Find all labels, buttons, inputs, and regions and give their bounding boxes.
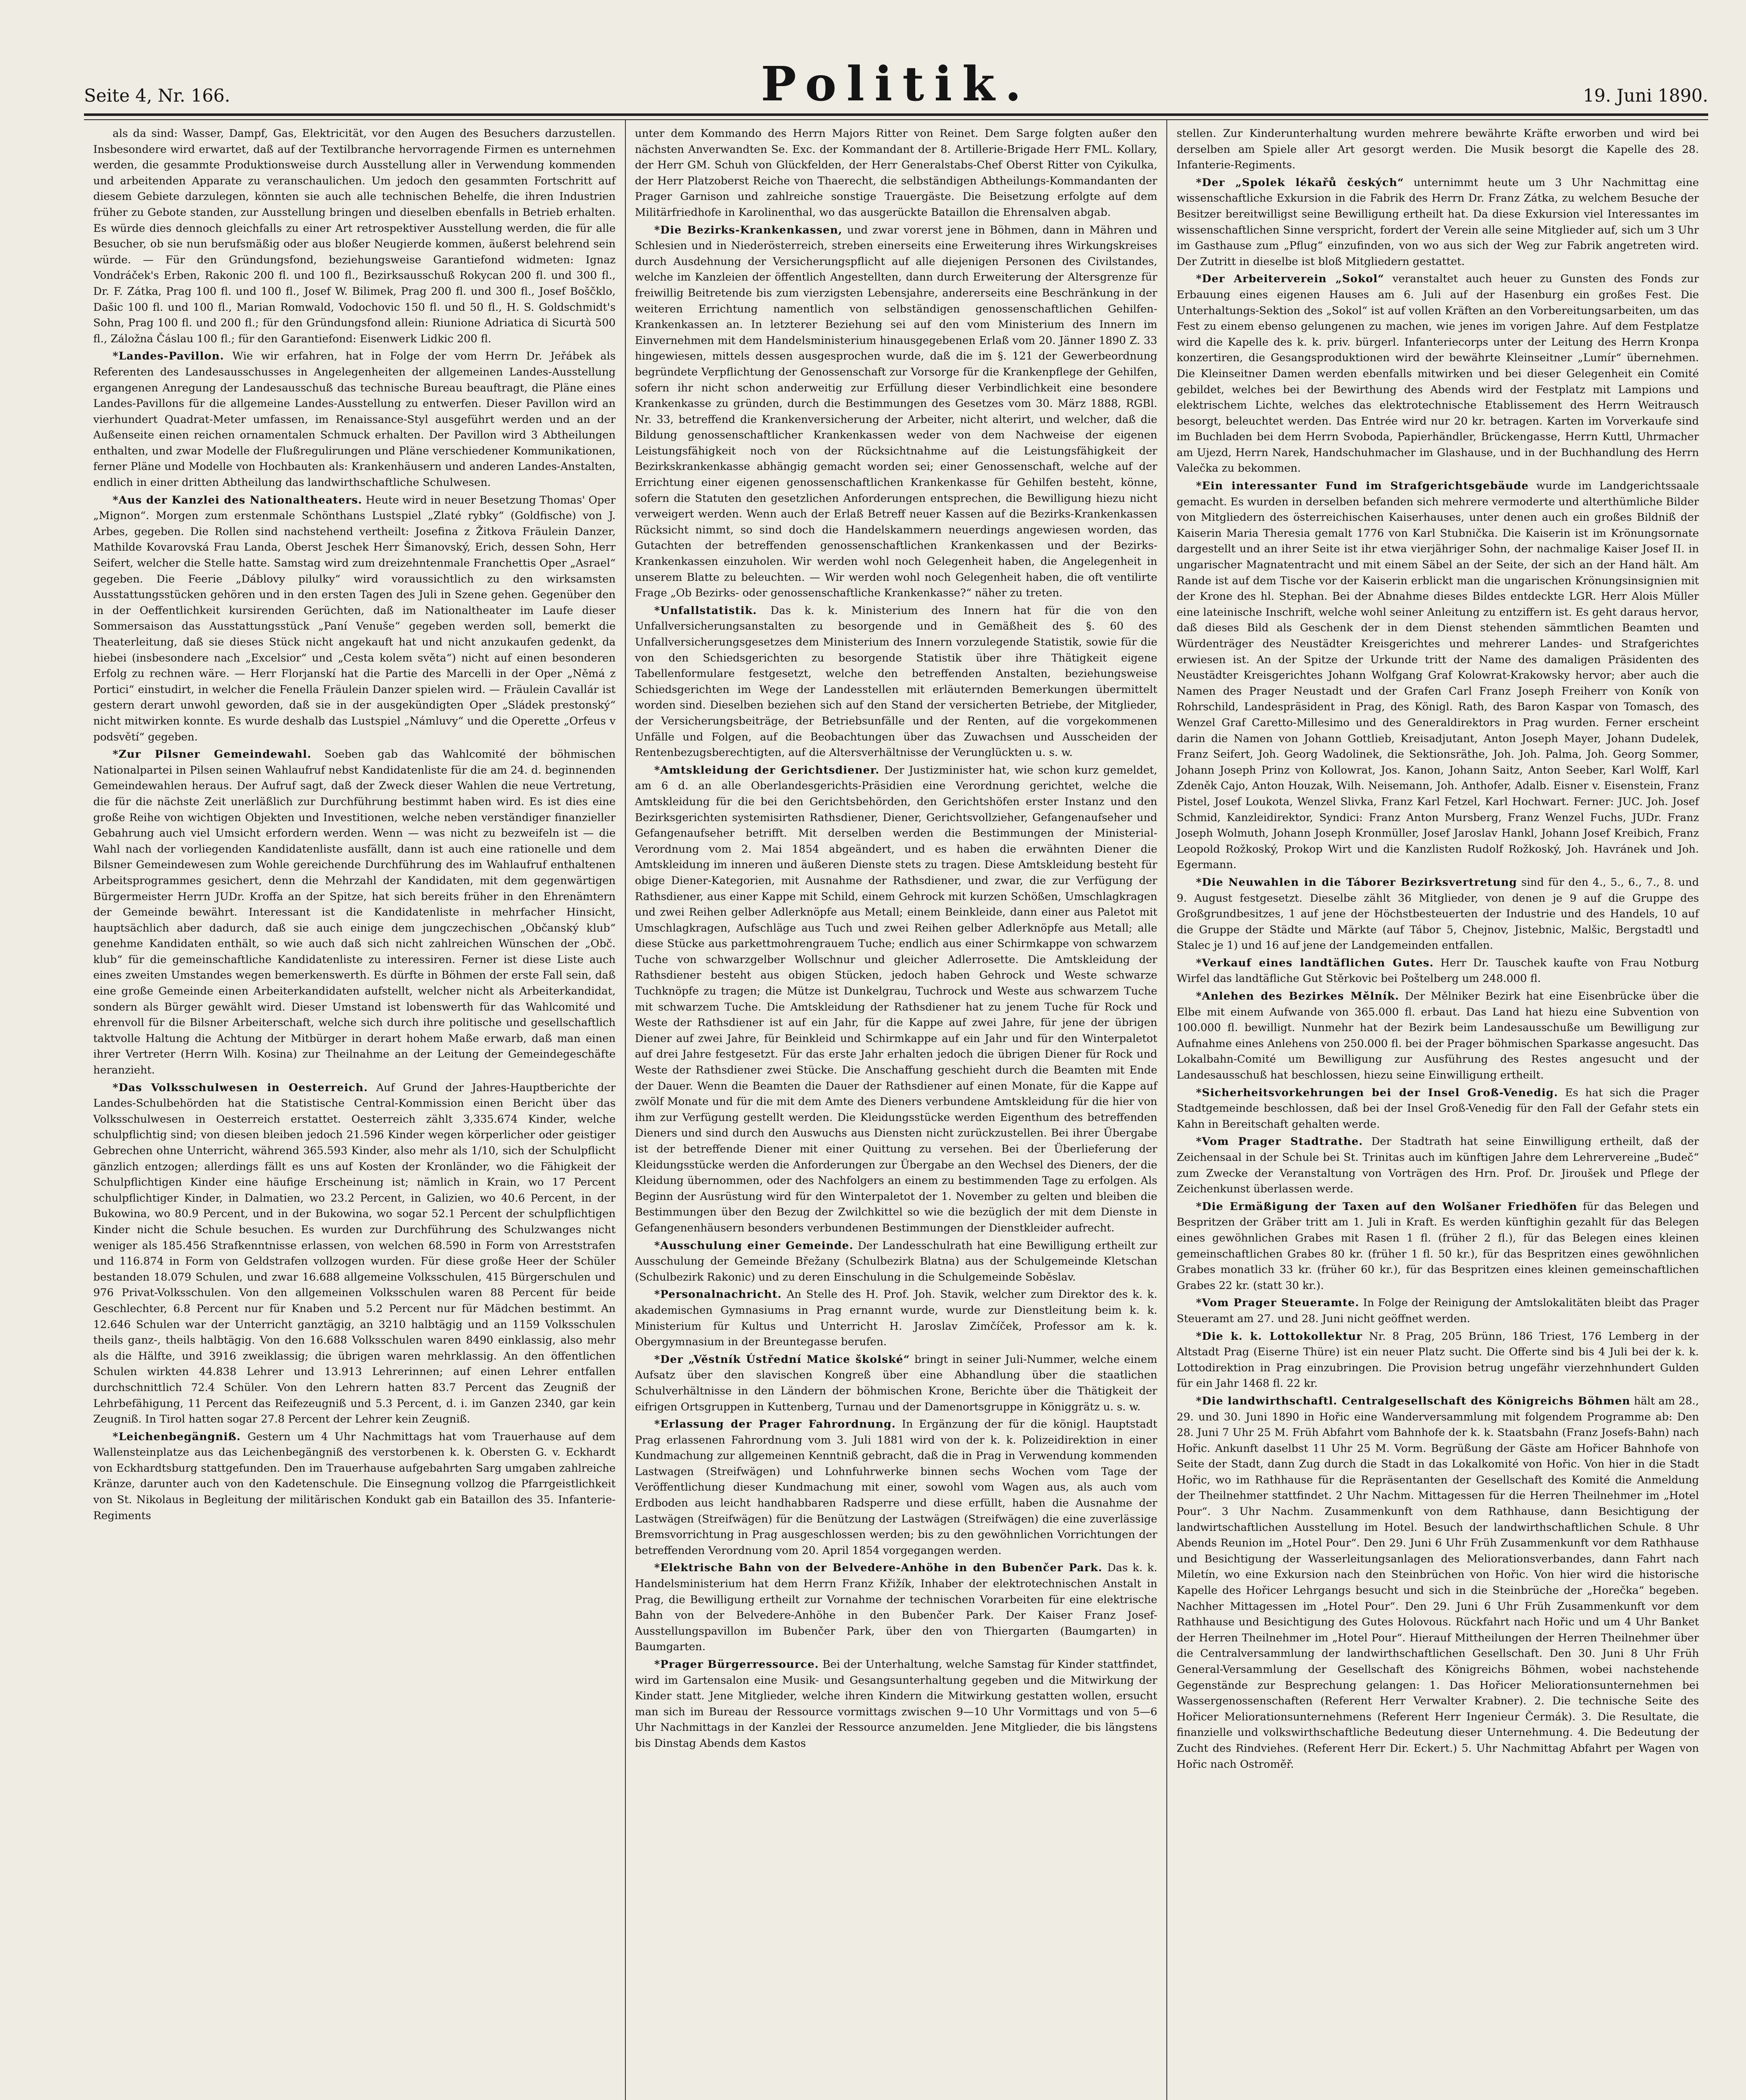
article (1176, 175, 1699, 270)
article-text: Das k. k. Ministerium des Innern hat für die von den Unfallversicherungsanstalten zu besorgende und in Gemäßheit des §. 60 des Unfallversicherungsgesetzes dem Ministerium des Innern vorzulegende Statistik, sowie für die von den Schiedsgerichten zu besorgende Statistik über ihre Thätigkeit eigene Tabellenformulare festgesetzt, welche den betreffenden Anstalten, beziehungsweise Schiedsgerichten im Wege der Landesstellen mit erläuternden Bemerkungen übermittelt worden sind. Dieselben beziehen sich auf den Stand der versicherten Betriebe, der Mitglieder, der Versicherungsbeiträge, der Betriebsunfälle und der Renten, auf die vorgekommenen Unfälle und Folgen, auf die Beobachtungen über das Zuwachsen und Ausscheiden der Rentenbezugsberechtigten, auf die Altersverhältnisse der Verunglückten u. s. w. (635, 604, 1158, 759)
article (93, 493, 616, 746)
article-text: als da sind: Wasser, Dampf, Gas, Elektricität, vor den Augen des Besuchers darzustellen. Insbesondere wird erwartet, daß auf der Textilbranche hervorragende Firmen es unternehmen werden, die gesammte Produktionsweise durch Ausstellung aller in Verwendung kommenden und arbeitenden Apparate zu veranschaulichen. Um jedoch den gesammten Fortschritt auf diesem Gebiete darzulegen, könnten sie auch alle technischen Behelfe, die ihren Industrien früher zu Gebote standen, zur Ausstellung bringen und dieselben ebenfalls in Betrieb erhalten. Es würde dies dennoch gleichfalls zu einer Art retrospektiver Ausstellung werden, die für alle Besucher, ob sie nun berufsmäßig oder aus bloßer Neugierde kommen, äußerst belehrend sein würde. — Für den Gründungsfond, beziehungsweise Garantiefond widmeten: Ignaz Vondráček's Erben, Rakonic 200 fl. und 100 fl., Bezirksausschuß Rokycan 200 fl. und 300 fl., Dr. F. Zátka, Prag 100 fl. und 100 fl., Josef W. Bilimek, Prag 200 fl. und 300 fl., Josef Boščklo, Dašic 100 fl. und 100 fl., Marian Romwald, Vodochovic 150 fl. und 50 fl., H. S. Goldschmidt's Sohn, Prag 100 fl. und 200 fl.; für den Gründungsfond allein: Riunione Adriatica di Sicurtà 500 fl., Záložna Čáslau 100 fl.; für den Garantiefond: Eisenwerk Lidkic 200 fl. (93, 127, 616, 345)
article (1176, 271, 1699, 477)
article-text: In Ergänzung der für die königl. Hauptstadt Prag erlassenen Fahrordnung vom 3. Juli 1881 wird von der k. k. Polizeidirektion in einer Kundmachung zur allgemeinen Kenntniß gebracht, daß die in Prag in Verwendung kommenden Lastwagen (Streifwägen) und Lohnfuhrwerke binnen sechs Wochen vom Tage der Veröffentlichung dieser Kundmachung mit einer, sowohl vom Wagen aus, als auch vom Erdboden aus leicht handhabbaren Radsperre und diese erfüllt, haben die Ausnahme der Lastwägen (Streifwägen) für die Benützung der Lastwägen (Streifwägen) die eine zuverlässige Bremsvorrichtung in Prag ausgeschlossen werden; bis zu den gewöhnlichen Vorrichtungen der betreffenden Verordnung vom 20. April 1854 vorgegangen werden. (635, 1418, 1158, 1557)
article (635, 1238, 1158, 1286)
article-text: Wie wir erfahren, hat in Folge der vom Herrn Dr. Jeřábek als Referenten des Landesausschusses in Angelegenheiten der allgemeinen Landes-Ausstellung ergangenen Anregung der Landesausschuß das technische Bureau beauftragt, die Pläne eines Landes-Pavillons für die allgemeine Landes-Ausstellung zu entwerfen. Dieser Pavillon wird an vierhundert Quadrat-Meter umfassen, im Renaissance-Styl ausgeführt werden und an der Außenseite einen reichen ornamentalen Schmuck erhalten. Der Pavillon wird 3 Abtheilungen enthalten, und zwar Modelle der Flußregulirungen und Pläne verschiedener Kommunikationen, ferner Pläne und Modelle von Hochbauten als: Krankenhäusern und anderen Landes-Anstalten, endlich in einer dritten Abtheilung das landwirthschaftliche Schulwesen. (93, 350, 616, 489)
page-number: Seite 4, Nr. 166. (84, 85, 230, 106)
column-3 (1166, 120, 1708, 2100)
article (635, 1352, 1158, 1415)
article-heading: *Prager Bürgerressource. (654, 1658, 819, 1671)
article-heading: *Erlassung der Prager Fahrordnung. (654, 1418, 896, 1431)
article-heading: *Vom Prager Stadtrathe. (1196, 1135, 1363, 1148)
article-text: Es hat sich die Prager Stadtgemeinde beschlossen, daß bei der Insel Groß-Venedig für den Fall der Gefahr stets ein Kahn in Bereitschaft gehalten werde. (1176, 1086, 1699, 1131)
article (93, 747, 616, 1078)
article (1176, 1199, 1699, 1294)
article (93, 349, 616, 491)
article (1176, 126, 1699, 173)
article (635, 1287, 1158, 1350)
article-text: An Stelle des H. Prof. Joh. Stavik, welcher zum Direktor des k. k. akademischen Gymnasiums in Prag ernannt wurde, wurde zur Dienstleitung beim k. k. Ministerium für Kultus und Unterricht H. Jaroslav Zimčíček, Professor am k. k. Obergymnasium in der Breuntegasse berufen. (635, 1288, 1158, 1349)
article (1176, 956, 1699, 987)
article-heading: *Aus der Kanzlei des Nationaltheaters. (113, 494, 362, 507)
article (635, 1560, 1158, 1655)
article-heading: *Die Bezirks-Krankenkassen, (654, 223, 843, 236)
article-text: wurde im Landgerichtssaale gemacht. Es wurden in derselben befanden sich mehrere vermoderte und alterthümliche Bilder von Mitgliedern des österreichischen Kaiserhauses, unter denen auch ein großes Bildniß der Kaiserin Maria Theresia gemalt 1776 von Karl Stubnička. Die Kaiserin ist im Krönungsornate dargestellt und an ihrer Seite ist ihr etwa vierjähriger Sohn, der nachmalige Kaiser Josef II. in ungarischer Magnatentracht und mit einem Säbel an der Seite, der sich an der Hand hält. Am Rande ist auf dem Tische vor der Kaiserin erblickt man die ungarischen Krönungsinsignien mit der Krone des hl. Stephan. Bei der Abnahme dieses Bildes entdeckte LGR. Herr Alois Müller eine lateinische Inschrift, welche wohl seiner Anleitung zu entziffern ist. Es geht daraus hervor, daß dieses Bild als Geschenk der in dem Dienst stehenden sämmtlichen Beamten und Würdenträger des Neustädter Kreisgerichtes und mehrerer Landes- und Strafgerichtes erwiesen ist. An der Spitze der Urkunde tritt der Name des damaligen Präsidenten des Neustädter Kreisgerichtes Johann Wolfgang Graf Kolowrat-Krakowsky hervor; aber auch die Namen des Prager Neustadt und der Grafen Carl Franz Joseph Freiherr von Koník von Rohrschild, Landespräsident in Prag, des Königl. Rath, des Baron Kaspar von Tomasch, des Wenzel Graf Caretto-Millesimo und des Generaldirektors in Prag wurden. Ferner erscheint darin die Namen von Johann Gottlieb, Kreisadjutant, Anton Joseph Mayer, Johann Dudelek, Franz Seifert, Joh. Georg Wadolinek, die Sektionsräthe, Joh. Joh. Palma, Joh. Georg Sommer, Johann Joseph Prinz von Kollowrat, Jos. Kanon, Johann Saitz, Anton Seeber, Karl Wolff, Karl Zdeněk Cajo, Anton Houzak, Wilh. Neisemann, Joh. Anthofer, Adalb. Eisner v. Eisenstein, Franz Pistel, Josef Loukota, Wenzel Slivka, Franz Karl Fetzel, Karl Hochwart. Ferner: JUC. Joh. Josef Schmid, Kanzleidirektor, Syndici: Franz Anton Mursberg, Franz Wenzel Fuchs, JUDr. Franz Joseph Wolmuth, Johann Joseph Kronmüller, Josef Jaroslav Hankl, Johann Josef Kreibich, Franz Leopold Rožkoský, Prokop Wirt und die Kanzlisten Rudolf Rožkoský, Joh. Havránek und Joh. Egermann. (1176, 480, 1699, 872)
article-text: bringt in seiner Juli-Nummer, welche einem Aufsatz über den slavischen Kongreß über eine Abhandlung über die staatlichen Schulverhältnisse in den Ländern der böhmischen Krone, Berichte über die Thätigkeit der eifrigen Ortsgruppen in Kuttenberg, Turnau und der Damenortsgruppe in Königgrätz u. s. w. (635, 1353, 1158, 1413)
article (1176, 1329, 1699, 1392)
article-heading: *Die Neuwahlen in die Táborer Bezirksvertretung (1196, 876, 1517, 889)
article-text: Das k. k. Handelsministerium hat dem Herrn Franz Křižík, Inhaber der elektrotechnischen Anstalt in Prag, die Bewilligung ertheilt zur Vornahme der technischen Vorarbeiten für eine elektrische Bahn von der Belvedere-Anhöhe in den Bubenčer Park. Der Kaiser Franz Josef-Ausstellungspavillon im Bubenčer Park, über den von Thiergarten (Baumgarten) in Baumgarten. (635, 1562, 1158, 1654)
article-heading: *Das Volksschulwesen in Oesterreich. (113, 1081, 368, 1094)
article-heading: *Der Arbeiterverein „Sokol“ (1196, 273, 1384, 286)
article-text: und zwar vorerst jene in Böhmen, dann in Mähren und Schlesien und in Niederösterreich, streben einerseits eine Erweiterung ihres Wirkungskreises durch Ausdehnung der Versicherungspflicht auf alle diejenigen Personen des Civilstandes, welche im Kanzleien der öffentlich Angestellten, dann durch Erweiterung der Altersgrenze für freiwillig Beitretende bis zum vierzigsten Lebensjahre, andererseits eine Beschränkung in der weiteren Errichtung namentlich von selbständigen genossenschaftlichen Gehilfen-Krankenkassen an. In letzterer Beziehung sei auf den vom Ministerium des Innern im Einvernehmen mit dem Handelsministerium hinausgegebenen Erlaß vom 20. Jänner 1890 Z. 33 hingewiesen, mittels dessen ausgesprochen wurde, daß die im §. 121 der Gewerbeordnung begründete Verpflichtung der Genossenschaft zur Vorsorge für die Krankenpflege der Gehilfen, sofern ihr nicht schon anderweitig zur Erfüllung dieser Verbindlichkeit eine besondere Krankenkasse zu gründen, durch die Bestimmungen des Gesetzes vom 30. März 1888, RGBl. Nr. 33, betreffend die Krankenversicherung der Arbeiter, nicht alterirt, und welcher, daß die Bildung genossenschaftlicher Krankenkassen weder von dem Nachweise der eigenen Leistungsfähigkeit noch von der Rücksichtnahme auf die Leistungsfähigkeit der Bezirkskrankenkasse abhängig gemacht worden sei; einer Genossenschaft, welche auf der Errichtung einer eigenen genossenschaftlichen Krankenkasse für Gehilfen besteht, könne, sofern die Statuten den gesetzlichen Anforderungen entsprechen, die Bewilligung hiezu nicht verweigert werden. Wenn auch der Erlaß Betreff neuer Kassen auf die Bezirks-Krankenkassen Rücksicht nimmt, so sind doch die Handelskammern neuerdings angewiesen worden, das Gutachten der betreffenden genossenschaftlichen Krankenkassen und der Bezirks-Krankenkassen einzuholen. Wir werden wohl noch Gelegenheit haben, die Angelegenheit in unserem Blatte zu beleuchten. — Wir werden wohl noch Gelegenheit haben, die oft ventilirte Frage „Ob Bezirks- oder genossenschaftliche Krankenkasse?“ näher zu treten. (635, 223, 1158, 600)
section-title: Politik. (761, 57, 1032, 112)
article (1176, 875, 1699, 954)
article-text: In Folge der Reinigung der Amtslokalitäten bleibt das Prager Steueramt am 27. und 28. Juni nicht geöffnet werden. (1176, 1297, 1699, 1325)
article (1176, 1394, 1699, 1772)
article-text: Der Landesschulrath hat eine Bewilligung ertheilt zur Ausschulung der Gemeinde Břežany (Schulbezirk Blatna) aus der Schulgemeinde Kletschan (Schulbezirk Rakonic) und zu deren Einschulung in die Schulgemeinde Soběslav. (635, 1239, 1158, 1284)
article (93, 1429, 616, 1524)
article (93, 126, 616, 347)
article-text: unternimmt heute um 3 Uhr Nachmittag eine wissenschaftliche Exkursion in die Fabrik des Herrn Dr. Franz Zátka, zu welchem Besuche der Besitzer bereitwilligst seine Bewilligung ertheilt hat. Da diese Exkursion viel Interessantes im wissenschaftlichen Sinne verspricht, fordert der Verein alle seine Mitglieder auf, sich um 3 Uhr im Gasthause zum „Pflug“ einzufinden, von wo aus sich der Weg zur Fabrik angetreten wird. Der Zutritt in dieselbe ist bloß Mitgliedern gestattet. (1176, 176, 1699, 268)
article-text: Herr Dr. Tauschek kaufte von Frau Notburg Wirfel das landtäfliche Gut Stěrkovic bei Poštelberg um 248.000 fl. (1176, 956, 1699, 985)
article-heading: *Die Ermäßigung der Taxen auf den Wolšaner Friedhöfen (1196, 1200, 1578, 1213)
article-heading: *Sicherheitsvorkehrungen bei der Insel Groß-Venedig. (1196, 1086, 1558, 1099)
article (635, 223, 1158, 601)
article (93, 1080, 616, 1428)
article-text: stellen. Zur Kinderunterhaltung wurden mehrere bewährte Kräfte erworben und wird bei derselben am Spiele aller Art gesorgt werden. Die Musik besorgt die Kapelle des 28. Infanterie-Regiments. (1176, 127, 1699, 172)
article-heading: *Unfallstatistik. (654, 604, 757, 617)
article (1176, 478, 1699, 873)
column-2 (625, 120, 1167, 2100)
article (1176, 1295, 1699, 1327)
article (1176, 989, 1699, 1084)
page-header (84, 46, 1708, 116)
article-text: Nr. 8 Prag, 205 Brünn, 186 Triest, 176 Lemberg in der Altstadt Prag (Eiserne Thüre) ist ein neuer Platz sucht. Die Offerte sind bis 4 Juli bei der k. k. Lottodirektion in Prag einzubringen. Die Provision betrug ungefähr vierzehnhundert Gulden für ein Jahr 1468 fl. 22 kr. (1176, 1330, 1699, 1390)
article-heading: *Amtskleidung der Gerichtsdiener. (654, 764, 880, 777)
article-heading: *Der „Věstník Ústřední Matice školské“ (654, 1353, 910, 1366)
article-text: Der Justizminister hat, wie schon kurz gemeldet, am 6 d. an alle Oberlandesgerichts-Präsidien eine Verordnung gerichtet, welche die Amtskleidung für die bei den Gerichtsbehörden, den Gerichtshöfen erster Instanz und den Bezirksgerichten systemisirten Rathsdiener, Diener, Gerichtsvollzieher, Gefangenaufseher und Gefangenaufseher betrifft. Mit derselben werden die Bestimmungen der Ministerial-Verordnung vom 2. Mai 1854 abgeändert, und es haben die erwähnten Diener die Amtskleidung im inneren und äußeren Dienste stets zu tragen. Diese Amtskleidung besteht für obige Diener-Kategorien, mit Ausnahme der Rathsdiener, und zwar, die zur Verfügung der Rathsdiener, aus einer Kappe mit Schild, einem Gehrock mit kurzen Schößen, Umschlagkragen und zwei Reihen gelber Adlerknöpfe aus Metall; einem Beinkleide, dann einer aus Paletot mit Umschlagkragen, Aufschläge aus Tuch und zwei Reihen gelber Adlerknöpfe aus Metall; alle diese Stücke aus parkettmohrengrauem Tuche; endlich aus einer Schirmkappe von schwarzem Tuche von schwarzgelber Wollschnur und gleicher Adlerrosette. Die Amtskleidung der Rathsdiener besteht aus obigen Stücken, jedoch haben Gehrock und Weste schwarze Tuchknöpfe zu tragen; die Mütze ist Dunkelgrau, Tuchrock und Weste aus schwarzem Tuche mit schwarzem Tuche. Die Amtskleidung der Rathsdiener hat zu jenem Tuche für Rock und Weste der Rathsdiener ist auf ein Jahr, für die Kappe auf zwei Jahre, für jene der übrigen Diener auf zwei Jahre, für Beinkleid und Schirmkappe auf ein Jahr und für den Winterpaletot auf drei Jahre festgesetzt. Für das erste Jahr erhalten jedoch die übrigen Diener für Rock und Weste der Rathsdiener zwei Stücke. Die Anschaffung geschieht durch die Beamten mit Ende der Dauer. Wenn die Beamten die Dauer der Rathsdiener auf einen Monate, für die Kappe auf zwölf Monate und für die mit dem Amte des Dieners verbundene Amtskleidung für die hier von ihm zur Verfügung gestellt werden. Die Kleidungsstücke werden Eigenthum des betreffenden Dieners und sind durch den Auswuchs aus Diensten nicht zurückzustellen. Bei ihrer Übergabe ist der betreffende Diener mit einer Quittung zu versehen. Bei der Überlieferung der Kleidungsstücke werden die Anforderungen zur Übergabe an den Wechsel des Dieners, der die Kleidung übernommen, oder des Nachfolgers an einem zu bestimmenden Tage zu erfolgen. Als Beginn der Ausrüstung wird für den Winterpaletot der 1. November zu gelten und bleiben die Bestimmungen über den Bezug der Zwilchkittel so wie die bezüglich der mit dem Dienste in Gefangenenhäusern besonders verbundenen Bestimmungen der Dienstkleider aufrecht. (635, 764, 1158, 1234)
article (635, 603, 1158, 761)
article (635, 1657, 1158, 1752)
article (1176, 1134, 1699, 1197)
article-text: unter dem Kommando des Herrn Majors Ritter von Reinet. Dem Sarge folgten außer den nächsten Anverwandten Se. Exc. der Kommandant der 8. Artillerie-Brigade Herr FML. Kollary, der Herr GM. Schuh von Glückfelden, der Herr Generalstabs-Chef Oberst Ritter von Cyikulka, der Herr Platzoberst Reiche von Thaerecht, die selbständigen Abtheilungs-Kommandanten der Prager Garnison und zahlreiche sonstige Trauergäste. Die Beisetzung erfolgte auf dem Militärfriedhofe in Karolinenthal, wo das ausgerückte Bataillon die Ehrensalven abgab. (635, 127, 1158, 219)
article-text: Bei der Unterhaltung, welche Samstag für Kinder stattfindet, wird im Gartensalon eine Musik- und Gesangsunterhaltung gegeben und die Mitwirkung der Kinder statt. Jene Mitglieder, welche ihren Kindern die Mitwirkung gestatten wollen, ersucht man sich im Bureau der Ressource vormittags zwischen 9—10 Uhr Vormittags und von 5—6 Uhr Nachmittags in der Kanzlei der Ressource anzumelden. Jene Mitglieder, die bis längstens bis Dinstag Abends dem Kastos (635, 1658, 1158, 1750)
article-text: veranstaltet auch heuer zu Gunsten des Fonds zur Erbauung eines eigenen Hauses am 6. Juli auf der Hasenburg ein großes Fest. Die Unterhaltungs-Sektion des „Sokol“ ist auf vollen Kräften an den Vorbereitungsarbeiten, um das Fest zu einem ebenso gelungenen zu machen, wie jenes im vorigen Jahre. Auf dem Festplatze wird die Kapelle des k. k. priv. bürgerl. Infanteriecorps unter der Leitung des Herrn Kronpa konzertiren, die Gesangsproduktionen wird der bewährte Kleinseitner „Lumír“ übernehmen. Die Kleinseitner Damen werden ebenfalls mitwirken und bei dieser Gelegenheit ein Comité gebildet, welches bei der Bewirthung des Abends wird der Festplatz mit Lampions und elektrischem Lichte, welches das elektrotechnische Etablissement des Herrn Weitrausch besorgt, beleuchtet werden. Das Entrée wird nur 20 kr. betragen. Karten im Vorverkaufe sind im Buchladen bei dem Herrn Svoboda, Papierhändler, Brückengasse, Herrn Kuttl, Uhrmacher am Ujezd, Herrn Narek, Handschuhmacher im Glashause, und in der Buchhandlung des Herrn Valečka zu bekommen. (1176, 273, 1699, 475)
issue-date: 19. Juni 1890. (1583, 85, 1708, 106)
article-text: Heute wird in neuer Besetzung Thomas' Oper „Mignon“. Morgen zum erstenmale Schönthans Lustspiel „Zlaté rybky“ (Goldfische) von J. Arbes, gegeben. Die Rollen sind nachstehend vertheilt: Josefina z Žitkova Fräulein Danzer, Mathilde Kovarovská Frau Landa, Oberst Jeschek Herr Šimanovský, Erich, dessen Sohn, Herr Seifert, welcher die Stelle hatte. Samstag wird zum dreizehntenmale Franchettis Oper „Asrael“ gegeben. Die Feerie „Dáblovy pilulky“ wird voraussichtlich zu den wirksamsten Ausstattungsstücken gehören und in den ersten Tagen des Juli in Szene gehen. Gegenüber den in der Oeffentlichkeit kursirenden Gerüchten, daß im Nationaltheater im Laufe dieser Sommersaison das Ausstattungsstück „Paní Venuše“ gegeben werden soll, bemerkt die Theaterleitung, daß sie dieses Stück nicht angekauft hat und nicht anzukaufen gedenkt, da hiebei (insbesondere nach „Excelsior“ und „Cesta kolem světa“) nicht auf einen besonderen Erfolg zu rechnen wäre. — Herr Florjanskí hat die Partie des Marcelli in der Oper „Němá z Portici“ einstudirt, in welcher die Fenella Fräulein Danzer spielen wird. — Fräulein Cavallár ist gestern derart unwohl geworden, daß sie in der ausgekündigten Oper „Sládek prestonský“ nicht mitwirken konnte. Es wurde deshalb das Lustspiel „Námluvy“ und die Operette „Orfeus v podsvětí“ gegeben. (93, 494, 616, 743)
article-text: Der Mělniker Bezirk hat eine Eisenbrücke über die Elbe mit einem Aufwande von 365.000 fl. erbaut. Das Land hat hiezu eine Subvention von 100.000 fl. bewilligt. Nunmehr hat der Bezirk beim Landesausschuße um Bewilligung zur Aufnahme eines Anlehens von 250.000 fl. bei der Prager böhmischen Sparkasse angesucht. Das Lokalbahn-Comité um Bewilligung zur Ausführung des Restes angesucht und der Landesausschuß hat beschlossen, hiezu seine Einwilligung ertheilt. (1176, 990, 1699, 1082)
article-heading: *Die k. k. Lottokollektur (1196, 1330, 1363, 1343)
article-heading: *Ausschulung einer Gemeinde. (654, 1239, 853, 1252)
columns (84, 120, 1708, 2100)
article-heading: *Der „Spolek lékařů českých“ (1196, 176, 1404, 189)
article-text: Auf Grund der Jahres-Hauptberichte der Landes-Schulbehörden hat die Statistische Central-Kommission einen Bericht über das Volksschulwesen in Oesterreich erstattet. Oesterreich zählt 3,335.674 Kinder, welche schulpflichtig sind; von diesen bleiben jedoch 21.596 Kinder wegen körperlicher oder geistiger Gebrechen ohne Unterricht, während 365.593 Kinder, also mehr als 1/10, sich der Schulpflicht gänzlich entzogen; allerdings fällt es uns auf Kosten der Kronländer, wo die Fähigkeit der Schulpflichtigen Kinder eine häufige Erscheinung ist; nämlich in Krain, wo 17 Percent schulpflichtiger Kinder, in Dalmatien, wo 23.2 Percent, in Galizien, wo 40.6 Percent, in der Bukowina, wo 80.9 Percent, und in der Bukowina, wo sogar 52.1 Percent der schulpflichtigen Kinder nicht die Schule besuchen. Es wurden zur Durchführung des Schulzwanges nicht weniger als 185.456 Strafkenntnisse erlassen, von welchen 68.590 in Form von Arreststrafen und 116.874 in Form von Geldstrafen vollzogen wurden. Für diese große Heer der Schüler bestanden 18.079 Schulen, und zwar 16.688 allgemeine Volksschulen, 415 Bürgerschulen und 976 Privat-Volksschulen. Von den allgemeinen Volksschulen waren 88 Percent für beide Geschlechter, 6.8 Percent nur für Knaben und 5.2 Percent nur für Mädchen bestimmt. An 12.646 Schulen war der Unterricht ganztägig, an 3210 halbtägig und an 1159 Volksschulen theils ganz-, theils halbtägig. Von den 16.688 Volksschulen waren 8490 einklassig, also mehr als die Hälfte, und 3916 zweiklassig; die übrigen waren mehrklassig. An den öffentlichen Schulen wirkten 44.838 Lehrer und 13.913 Lehrerinnen; auf einen Lehrer entfallen durchschnittlich 72.4 Schüler. Von den Lehrern hatten 83.7 Percent das Zeugniß der Lehrbefähigung, 11 Percent das Reifezeugniß und 5.3 Percent, d. i. im Ganzen 2340, gar kein Zeugniß. In Tirol hatten sogar 27.8 Percent der Lehrer kein Zeugniß. (93, 1081, 616, 1426)
article-heading: *Zur Pilsner Gemeindewahl. (113, 748, 312, 761)
article-text: für das Belegen und Bespritzen der Gräber tritt am 1. Juli in Kraft. Es werden künftighin gezahlt für das Belegen eines gewöhnlichen Grabes mit Rasen 1 fl. (früher 2 fl.), für das Belegen eines kleinen gemeinschaftlichen Grabes 80 kr. (früher 1 fl. 50 kr.), für das Bespritzen eines gewöhnlichen Grabes monatlich 33 kr. (früher 60 kr.), für das Bespritzen eines kleinen gemeinschaftlichen Grabes 22 kr. (statt 30 kr.). (1176, 1200, 1699, 1292)
article-heading: *Verkauf eines landtäflichen Gutes. (1196, 956, 1434, 969)
article-text: Soeben gab das Wahlcomité der böhmischen Nationalpartei in Pilsen seinen Wahlaufruf nebst Kandidatenliste für die am 24. d. beginnenden Gemeindewahlen heraus. Der Aufruf sagt, daß der Zweck dieser Wahlen die neue Vertretung, die für die nächste Zeit unerläßlich zur Durchführung bestimmt haben wird. Es ist dies eine große Reihe von wichtigen Objekten und Investitionen, welche neben verständiger finanzieller Gebahrung auch viel Umsicht erfordern werden. Wenn — was nicht zu bezweifeln ist — die Wahl nach der vorliegenden Kandidatenliste ausfällt, dann ist auch eine rationelle und dem Bilsner Gemeindewesen zum Wohle gereichende Durchführung des im Wahlaufruf enthaltenen Arbeitsprogrammes gesichert, denn die Mehrzahl der Kandidaten, mit dem gegenwärtigen Bürgermeister Herrn JUDr. Kroffa an der Spitze, hat sich bereits früher in den Ehrenämtern der Gemeinde bewährt. Interessant ist die Kandidatenliste in mehrfacher Hinsicht, hauptsächlich aber dadurch, daß sie auch einige dem jungczechischen „Občanský klub“ genehme Kandidaten enthält, so wie auch daß sich nicht zahlreichen Wünschen der „Obč. klub“ für die gemeinschaftliche Kandidatenliste zu interessiren. Ferner ist diese Liste auch eines zweiten Umstandes wegen bemerkenswerth. Es dürfte in Böhmen der erste Fall sein, daß eine große Gemeinde einen Arbeiterkandidaten aufstellt, welcher nicht als Arbeiterkandidat, sondern als Bürger gewählt wird. Dieser Umstand ist lobenswerth für das Wahlcomité und ehrenvoll für die Bilsner Arbeiterschaft, welche sich durch ihre politische und gesellschaftlich taktvolle Haltung die Achtung der Mitbürger in derart hohem Maße erwarb, daß man einen ihrer Vertreter (Herrn Wilh. Kosina) zur Theilnahme an der Leitung der Gemeindegeschäfte heranzieht. (93, 748, 616, 1077)
article (635, 763, 1158, 1236)
article-heading: *Die landwirthschaftl. Centralgesellschaft des Königreichs Böhmen (1196, 1394, 1630, 1407)
article-heading: *Personalnachricht. (654, 1288, 782, 1301)
article-text: Der Stadtrath hat seine Einwilligung ertheilt, daß der Zeichensaal in der Schule bei St. Trinitas auch im künftigen Jahre dem Lehrervereine „Budeč“ zum Zwecke der Veranstaltung von Vorträgen des Hrn. Prof. Dr. Jiroušek und Pflege der Zeichenkunst überlassen werde. (1176, 1135, 1699, 1196)
article-text: Gestern um 4 Uhr Nachmittags hat vom Trauerhause auf dem Wallensteinplatze aus das Leichenbegängniß des verstorbenen k. k. Obersten G. v. Eckhardt von Eckhardtsburg stattgefunden. Den im Trauerhause aufgebahrten Sarg umgaben zahlreiche Kränze, darunter auch von den Kadetenschule. Die Einsegnung vollzog die Pfarrgeistlichkeit von St. Nikolaus in Begleitung der militärischen Kondukt gab ein Bataillon des 35. Infanterie-Regiments (93, 1430, 616, 1522)
article-text: sind für den 4., 5., 6., 7., 8. und 9. August festgesetzt. Dieselbe zählt 36 Mitglieder, von denen je 9 auf die Gruppe des Großgrundbesitzes, 1 auf jene der Höchstbesteuerten der Industrie und des Handels, 10 auf die Gruppe der Städte und Märkte (auf Tábor 5, Chejnov, Jistebnic, Malšic, Bergstadtl und Stalec je 1) und 16 auf jene der Landgemeinden entfallen. (1176, 876, 1699, 952)
article-heading: *Ein interessanter Fund im Strafgerichtsgebäude (1196, 480, 1529, 493)
column-1 (84, 120, 625, 2100)
article (1176, 1085, 1699, 1133)
article-heading: *Vom Prager Steueramte. (1196, 1297, 1360, 1310)
article-heading: *Landes-Pavillon. (113, 350, 224, 363)
article-heading: *Elektrische Bahn von der Belvedere-Anhöhe in den Bubenčer Park. (654, 1562, 1103, 1575)
article-text: hält am 28., 29. und 30. Juni 1890 in Hořic eine Wanderversammlung mit folgendem Programme ab: Den 28. Juni 7 Uhr 25 M. Früh Abfahrt vom Bahnhofe der k. k. Staatsbahn (Franz Josefs-Bahn) nach Hořic. Ankunft daselbst 11 Uhr 25 M. Vorm. Begrüßung der Gäste am Hořicer Bahnhofe von Seite der Stadt, dann Zug durch die Stadt in das Lokalkomité von Hořic. Von hier in die Stadt Hořic, wo im Rathhause für die Repräsentanten der Gesellschaft des Komité die Anmeldung der Theilnehmer stattfindet. 2 Uhr Nachm. Mittagessen für die Herren Theilnehmer im „Hotel Pour“. 3 Uhr Nachm. Zusammenkunft von dem Rathhause, dann Besichtigung der landwirtschaftlichen Ausstellung im Hotel. Besuch der landwirthschaftlichen Schule. 8 Uhr Abends Reunion im „Hotel Pour“. Den 29. Juni 6 Uhr Früh Zusammenkunft vor dem Rathhause und Besichtigung der Wasserleitungsanlagen des Meliorationsverbandes, dann Fahrt nach Miletín, wo eine Exkursion nach den Steinbrüchen von Hořic. Von hier wird die historische Kapelle des Hořicer Lehrgangs besucht und sich in die Steinbrüche der „Horečka“ begeben. Nachher Mittagessen im „Hotel Pour“. Den 29. Juni 6 Uhr Früh Zusammenkunft vor dem Rathhause und Besichtigung des Gutes Holovous. Rückfahrt nach Hořic und um 4 Uhr Banket der Herren Theilnehmer im „Hotel Pour“. Hierauf Mittheilungen der Herren Theilnehmer über die Centralversammlung der landwirthschaftlichen Gesellschaft. Den 30. Juni 8 Uhr Früh General-Versammlung der Gesellschaft des Königreichs Böhmen, wobei nachstehende Gegenstände zur Besprechung gelangen: 1. Das Hořicer Meliorationsunternehmen bei Wassergenossenschaften (Referent Herr Verwalter Krabner). 2. Die technische Seite des Hořicer Meliorationsunternehmens (Referent Herr Ingenieur Čermák). 3. Die Resultate, die finanzielle und volkswirthschaftliche Bedeutung dieser Unternehmung. 4. Die Bedeutung der Zucht des Rindviehes. (Referent Herr Dir. Eckert.) 5. Uhr Nachmittag Abfahrt per Wagen von Hořic nach Ostroměř. (1176, 1394, 1699, 1771)
article-heading: *Leichenbegängniß. (113, 1430, 241, 1443)
article (635, 126, 1158, 221)
article-heading: *Anlehen des Bezirkes Mělník. (1196, 990, 1399, 1003)
article (635, 1417, 1158, 1559)
